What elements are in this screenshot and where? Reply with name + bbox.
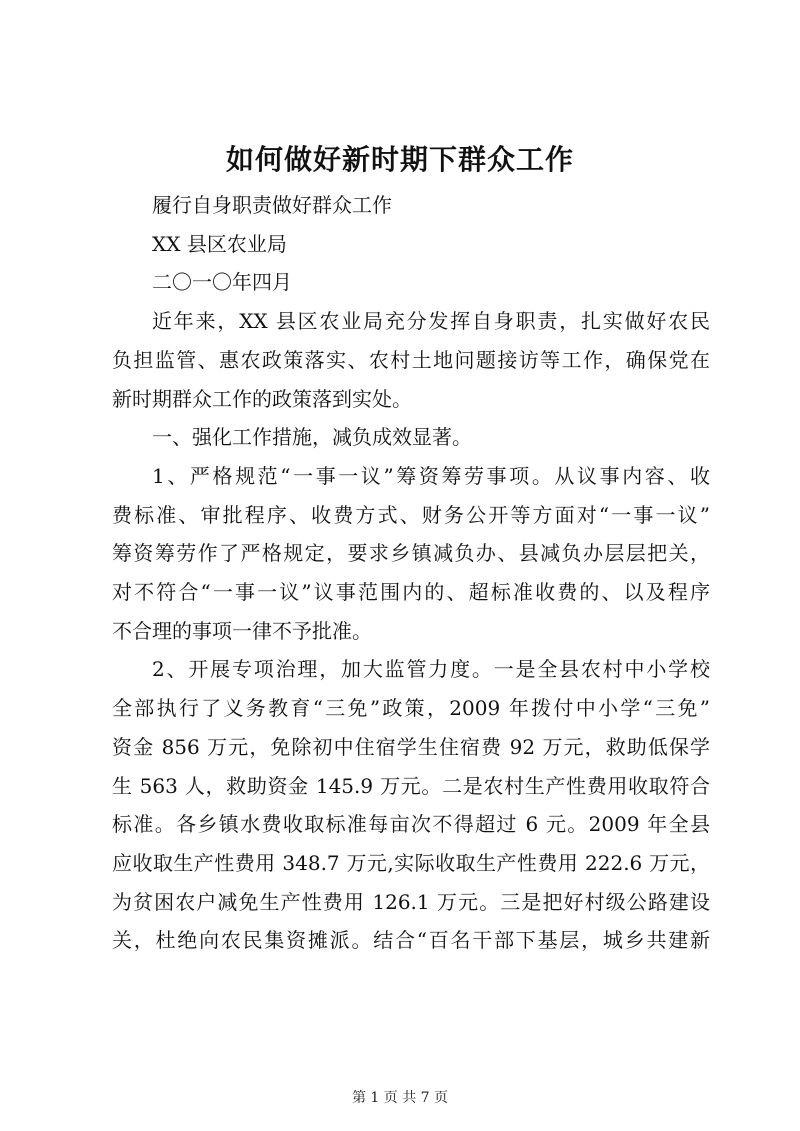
document-body (112, 186, 710, 960)
paragraph-line: 费标准、审批程序、收费方式、财务公开等方面对“一事一议” (112, 502, 710, 527)
section-heading: 一、强化工作措施，减负成效显著。 (152, 425, 472, 450)
paragraph-line: 为贫困农户减免生产性费用 126.1 万元。三是把好村级公路建设 (112, 889, 710, 914)
paragraph-line: 新时期群众工作的政策落到实处。 (112, 386, 412, 411)
document-title: 如何做好新时期下群众工作 (225, 143, 574, 176)
paragraph-line: 对不符合“一事一议”议事范围内的、超标准收费的、以及程序 (112, 580, 710, 605)
paragraph-line: 负担监管、惠农政策落实、农村土地问题接访等工作，确保党在 (112, 347, 710, 372)
paragraph-line: 全部执行了义务教育“三免”政策，2009 年拨付中小学“三免” (112, 696, 710, 721)
paragraph-line: 不合理的事项一律不予批准。 (112, 618, 372, 643)
paragraph-line: 1、严格规范“一事一议”筹资筹劳事项。从议事内容、收 (152, 463, 710, 488)
paragraph-line: 近年来，XX 县区农业局充分发挥自身职责，扎实做好农民 (152, 309, 710, 334)
paragraph-line: 生 563 人，救助资金 145.9 万元。二是农村生产性费用收取符合 (112, 773, 710, 798)
page-number-footer: 第 1 页 共 7 页 (351, 1090, 449, 1106)
paragraph-line: 2、开展专项治理，加大监管力度。一是全县农村中小学校 (152, 657, 710, 682)
paragraph-line: 标准。各乡镇水费收取标准每亩次不得超过 6 元。2009 年全县 (112, 812, 710, 837)
author-line: XX 县区农业局 (152, 231, 287, 256)
date-line: 二〇一〇年四月 (152, 270, 292, 295)
paragraph-line: 应收取生产性费用 348.7 万元,实际收取生产性费用 222.6 万元， (112, 850, 710, 875)
paragraph-line: 关，杜绝向农民集资摊派。结合“百名干部下基层，城乡共建新 (112, 928, 710, 953)
subtitle-line: 履行自身职责做好群众工作 (152, 193, 392, 217)
paragraph-line: 筹资筹劳作了严格规定，要求乡镇减负办、县减负办层层把关， (112, 541, 710, 566)
paragraph-line: 资金 856 万元，免除初中住宿学生住宿费 92 万元，救助低保学 (112, 734, 710, 759)
